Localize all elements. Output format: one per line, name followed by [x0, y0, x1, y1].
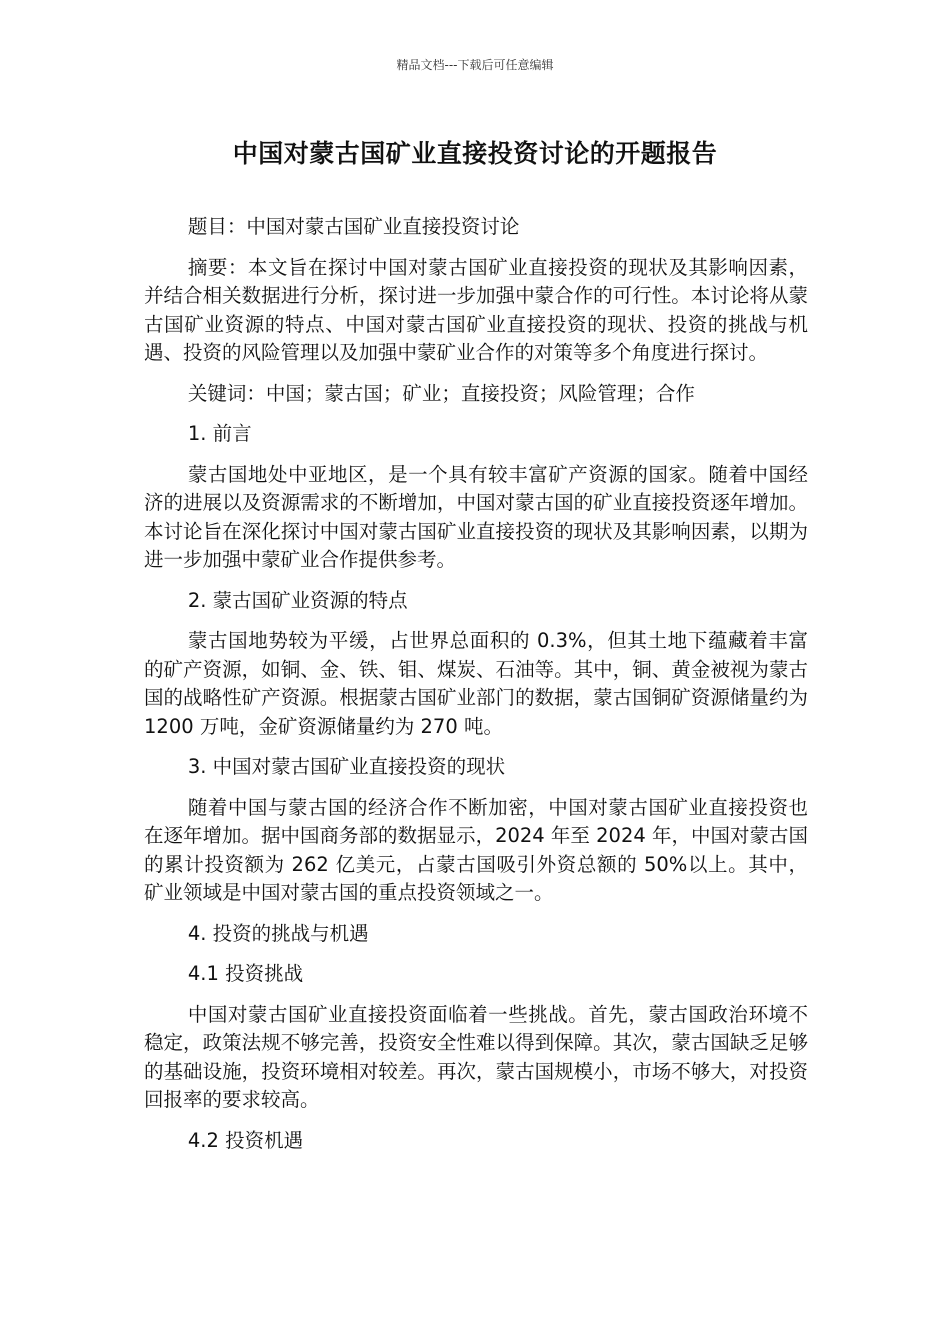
abstract-paragraph: 摘要：本文旨在探讨中国对蒙古国矿业直接投资的现状及其影响因素，并结合相关数据进行分析，探讨进一步加强中蒙合作的可行性。本讨论将从蒙古国矿业资源的特点、中国对蒙古国矿业直接投资的现状、投资的挑战与机遇、投资的风险管理以及加强中蒙矿业合作的对策等多个角度进行探讨。 [144, 255, 808, 364]
section-body-1: 蒙古国地处中亚地区，是一个具有较丰富矿产资源的国家。随着中国经济的进展以及资源需求的不断增加，中国对蒙古国的矿业直接投资逐年增加。本讨论旨在深化探讨中国对蒙古国矿业直接投资的现状及其影响因素，以期为进一步加强中蒙矿业合作提供参考。 [144, 462, 808, 571]
keywords-line: 关键词：中国；蒙古国；矿业；直接投资；风险管理；合作 [187, 381, 695, 405]
subsection-heading-4-1: 4.1 投资挑战 [187, 962, 304, 985]
document-body [144, 213, 808, 1167]
section-body-3: 随着中国与蒙古国的经济合作不断加密，中国对蒙古国矿业直接投资也在逐年增加。据中国商务部的数据显示，2024 年至 2024 年，中国对蒙古国的累计投资额为 262 亿美元，占蒙古国吸引外资总额的 50%以上。其中，矿业领域是中国对蒙古国的重点投资领域之一。 [144, 795, 808, 904]
page-header-note: 精品文档---下载后可任意编辑 [396, 58, 554, 72]
subsection-heading-4-2: 4.2 投资机遇 [187, 1128, 304, 1152]
section-heading-3: 3. 中国对蒙古国矿业直接投资的现状 [187, 755, 506, 778]
section-heading-2: 2. 蒙古国矿业资源的特点 [187, 588, 408, 612]
section-body-2: 蒙古国地势较为平缓，占世界总面积的 0.3%，但其土地下蕴藏着丰富的矿产资源，如铜、金、铁、钼、煤炭、石油等。其中，铜、黄金被视为蒙古国的战略性矿产资源。根据蒙古国矿业部门的数据，蒙古国铜矿资源储量约为 1200 万吨，金矿资源储量约为 270 吨。 [144, 629, 808, 738]
document-title: 中国对蒙古国矿业直接投资讨论的开题报告 [232, 139, 718, 168]
section-heading-4: 4. 投资的挑战与机遇 [187, 921, 369, 945]
topic-line: 题目：中国对蒙古国矿业直接投资讨论 [187, 215, 520, 238]
section-heading-1: 1. 前言 [187, 422, 252, 445]
subsection-body-4-1: 中国对蒙古国矿业直接投资面临着一些挑战。首先，蒙古国政治环境不稳定，政策法规不够完善，投资安全性难以得到保障。其次，蒙古国缺乏足够的基础设施，投资环境相对较差。再次，蒙古国规模小，市场不够大，对投资回报率的要求较高。 [144, 1002, 808, 1111]
